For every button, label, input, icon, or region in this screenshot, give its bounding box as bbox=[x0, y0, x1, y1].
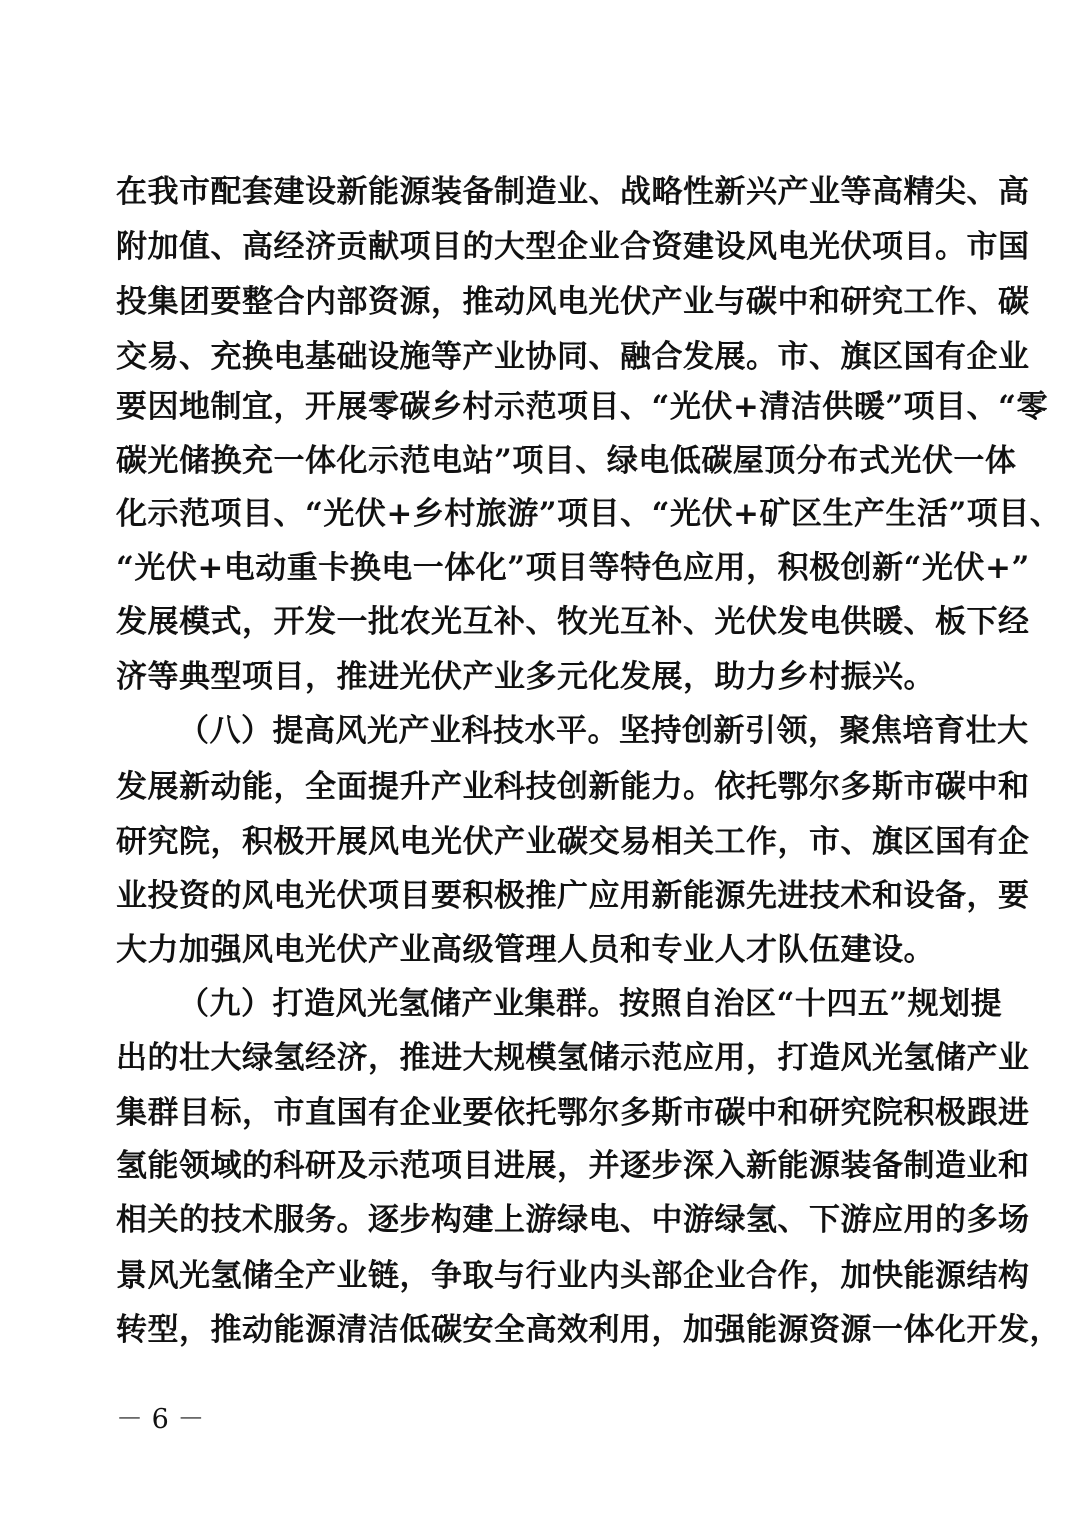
text-line: 相关的技术服务。逐步构建上游绿电、中游绿氢、下游应用的多场 bbox=[116, 1202, 1030, 1238]
text-line: 投集团要整合内部资源，推动风电光伏产业与碳中和研究工作、碳 bbox=[116, 284, 1030, 320]
text-line: 要因地制宜，开展零碳乡村示范项目、“光伏+清洁供暖”项目、“零 bbox=[116, 389, 1048, 425]
text-line: 业投资的风电光伏项目要积极推广应用新能源先进技术和设备，要 bbox=[116, 878, 1030, 914]
section-heading-line: （八）提高风光产业科技水平。坚持创新引领，聚焦培育壮大 bbox=[178, 713, 1029, 749]
text-line: 交易、充换电基础设施等产业协同、融合发展。市、旗区国有企业 bbox=[116, 339, 1030, 375]
text-line: 在我市配套建设新能源装备制造业、战略性新兴产业等高精尖、高 bbox=[116, 174, 1030, 210]
text-line: 景风光氢储全产业链，争取与行业内头部企业合作，加快能源结构 bbox=[116, 1258, 1030, 1294]
text-line: 发展模式，开发一批农光互补、牧光互补、光伏发电供暖、板下经 bbox=[116, 604, 1030, 640]
text-line: 发展新动能，全面提升产业科技创新能力。依托鄂尔多斯市碳中和 bbox=[116, 769, 1030, 805]
section-heading-line: （九）打造风光氢储产业集群。按照自治区“十四五”规划提 bbox=[178, 986, 1003, 1022]
text-line: 附加值、高经济贡献项目的大型企业合资建设风电光伏项目。市国 bbox=[116, 229, 1030, 265]
text-line: 研究院，积极开展风电光伏产业碳交易相关工作，市、旗区国有企 bbox=[116, 824, 1030, 860]
text-line: 转型，推动能源清洁低碳安全高效利用，加强能源资源一体化开发， bbox=[116, 1312, 1061, 1348]
text-line: 氢能领域的科研及示范项目进展，并逐步深入新能源装备制造业和 bbox=[116, 1148, 1030, 1184]
text-line: 大力加强风电光伏产业高级管理人员和专业人才队伍建设。 bbox=[116, 932, 935, 968]
text-line: 出的壮大绿氢经济，推进大规模氢储示范应用，打造风光氢储产业 bbox=[116, 1040, 1030, 1076]
text-line: 集群目标，市直国有企业要依托鄂尔多斯市碳中和研究院积极跟进 bbox=[116, 1095, 1030, 1131]
text-line: 化示范项目、“光伏+乡村旅游”项目、“光伏+矿区生产生活”项目、 bbox=[116, 496, 1062, 532]
text-line: 济等典型项目，推进光伏产业多元化发展，助力乡村振兴。 bbox=[116, 659, 935, 695]
text-line: 碳光储换充一体化示范电站”项目、绿电低碳屋顶分布式光伏一体 bbox=[116, 443, 1017, 479]
text-line: “光伏+电动重卡换电一体化”项目等特色应用，积极创新“光伏+” bbox=[116, 550, 1030, 586]
page-number: － 6 － bbox=[116, 1404, 205, 1435]
